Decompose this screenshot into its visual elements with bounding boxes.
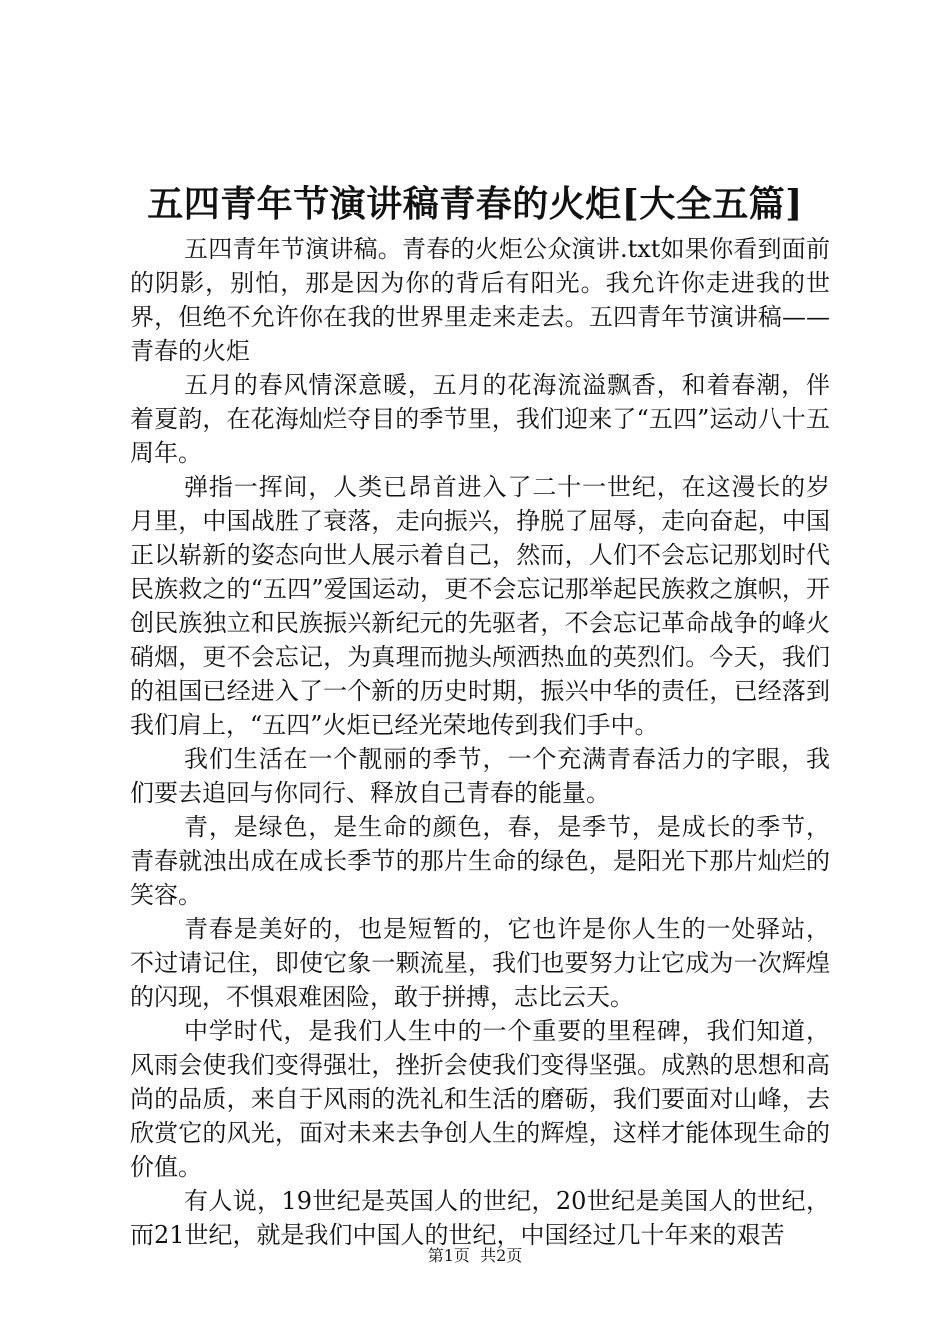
paragraph-4: 我们生活在一个靓丽的季节，一个充满青春活力的字眼，我们要去追回与你同行、释放自己青春的能量。 — [130, 745, 830, 807]
document-title: 五四青年节演讲稿青春的火炬[大全五篇] — [147, 183, 803, 225]
paragraph-3: 弹指一挥间，人类已昂首进入了二十一世纪，在这漫长的岁月里，中国战胜了衰落，走向振兴，挣脱了屈辱，走向奋起，中国正以崭新的姿态向世人展示着自己，然而，人们不会忘记那划时代民族救之的“五四”爱国运动，更不会忘记那举起民族救之旗帜，开创民族独立和民族振兴新纪元的先驱者，不会忘记革命战争的峰火硝烟，更不会忘记，为真理而抛头颅洒热血的英烈们。今天，我们的祖国已经进入了一个新的历史时期，振兴中华的责任，已经落到我们肩上，“五四”火炬已经光荣地传到我们手中。 — [130, 473, 830, 739]
paragraph-5: 青，是绿色，是生命的颜色，春，是季节，是成长的季节，青春就浊出成在成长季节的那片生命的绿色，是阳光下那片灿烂的笑容。 — [130, 813, 830, 909]
document-body — [130, 232, 830, 1252]
paragraph-8: 有人说，19世纪是英国人的世纪，20世纪是美国人的世纪，而21世纪，就是我们中国人的世纪，中国经过几十年来的艰苦 — [130, 1187, 830, 1249]
paragraph-6: 青春是美好的，也是短暂的，它也许是你人生的一处驿站，不过请记住，即使它象一颗流星，我们也要努力让它成为一次辉煌的闪现，不惧艰难困险，敢于拼搏，志比云天。 — [130, 915, 830, 1011]
paragraph-7: 中学时代，是我们人生中的一个重要的里程碑，我们知道，风雨会使我们变得强壮，挫折会使我们变得坚强。成熟的思想和高尚的品质，来自于风雨的洗礼和生活的磨砺，我们要面对山峰，去欣赏它的风光，面对未来去争创人生的辉煌，这样才能体现生命的价值。 — [130, 1017, 830, 1181]
paragraph-2: 五月的春风情深意暖，五月的花海流溢飘香，和着春潮，伴着夏韵，在花海灿烂夺目的季节里，我们迎来了“五四”运动八十五周年。 — [130, 371, 830, 467]
paragraph-1: 五四青年节演讲稿。青春的火炬公众演讲.txt如果你看到面前的阴影，别怕，那是因为你的背后有阳光。我允许你走进我的世界，但绝不允许你在我的世界里走来走去。五四青年节演讲稿——青春的火炬 — [130, 235, 830, 365]
page-footer: 第1页 共2页 — [427, 1246, 523, 1265]
